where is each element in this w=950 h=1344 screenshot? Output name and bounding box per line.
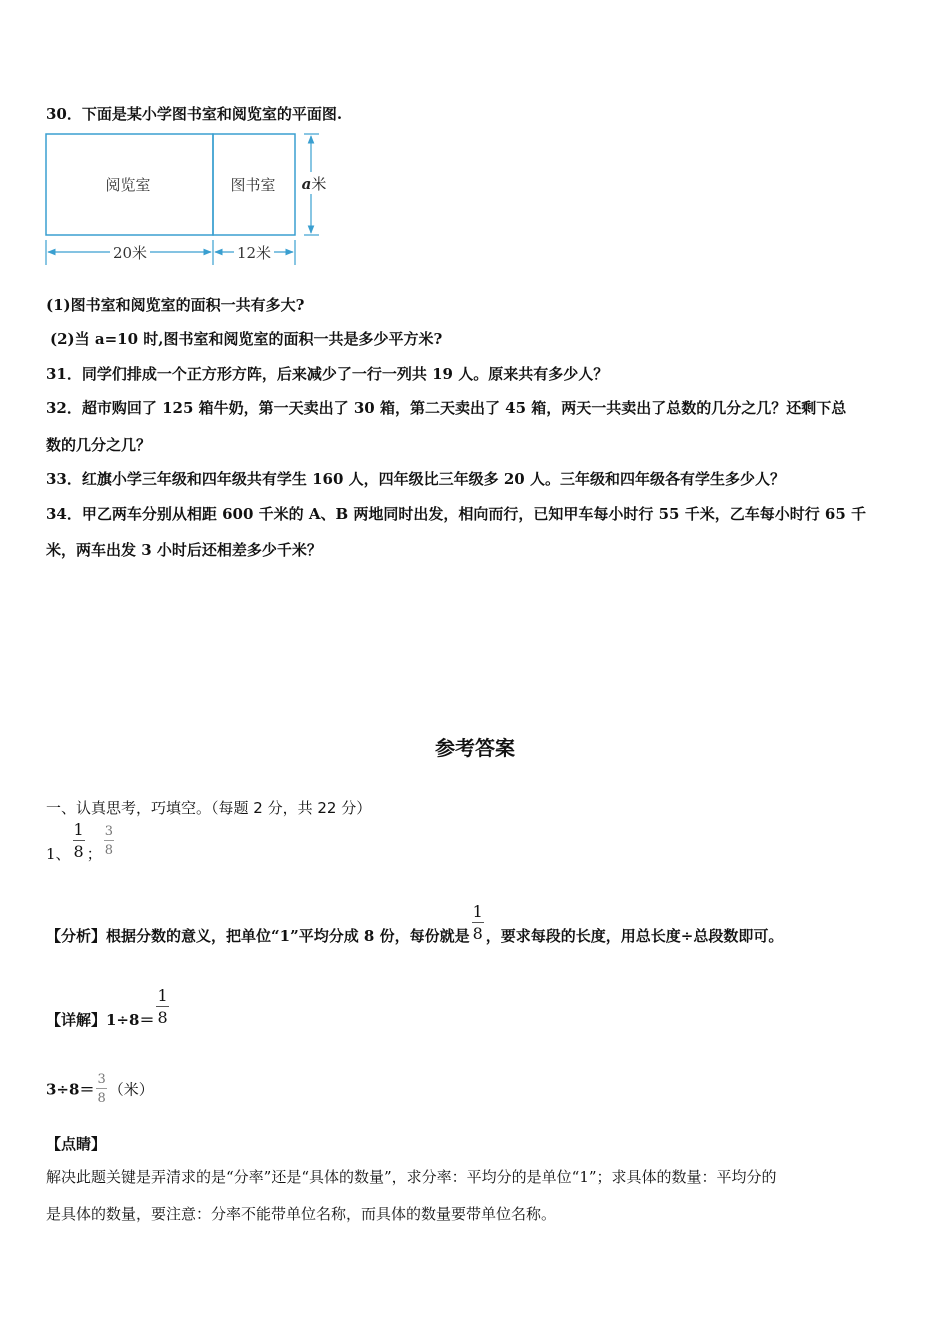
answer-section-1: 一、认真思考，巧填空。（每题 2 分，共 22 分） xyxy=(46,799,372,817)
answer-1-label: 1、 xyxy=(46,844,71,863)
question-34-line1: 34．甲乙两车分别从相距 600 千米的 A、B 两地同时出发，相向而行，已知甲车每小时行 55 千米，乙车每小时行 65 千 xyxy=(46,505,867,523)
fraction-3-8: $\frac{3}{8}$ xyxy=(104,824,114,858)
library-width-label: 12米 xyxy=(236,244,272,262)
detail-prefix: 【详解】1÷8＝ xyxy=(46,1010,155,1029)
analysis-suffix: ，要求每段的长度，用总长度÷总段数即可。 xyxy=(485,926,784,945)
analysis-line xyxy=(46,902,784,945)
fraction-1-8: $\frac{1}{8}$ xyxy=(73,820,84,861)
calc2-suffix: （米） xyxy=(108,1080,154,1099)
question-31: 31．同学们排成一个正方形方阵，后来减少了一行一列共 19 人。原来共有多少人？ xyxy=(46,365,609,383)
remark-line2: 是具体的数量，要注意：分率不能带单位名称，而具体的数量要带单位名称。 xyxy=(46,1205,557,1223)
floor-plan-diagram xyxy=(40,128,340,268)
fraction-1-8-analysis: $\frac{1}{8}$ xyxy=(472,902,483,943)
question-33: 33．红旗小学三年级和四年级共有学生 160 人，四年级比三年级多 20 人。三年级和四年级各有学生多少人？ xyxy=(46,470,785,488)
question-32-line2: 数的几分之几？ xyxy=(46,436,152,454)
question-32-line1: 32．超市购回了 125 箱牛奶，第一天卖出了 30 箱，第二天卖出了 45 箱，两天一共卖出了总数的几分之几？还剩下总 xyxy=(46,399,847,417)
calc-line-2 xyxy=(46,1073,154,1105)
reading-room-label: 阅览室 xyxy=(105,176,151,194)
library-label: 图书室 xyxy=(230,176,276,194)
reading-room-width-label: 20米 xyxy=(112,244,148,262)
answer-1-separator: ； xyxy=(86,844,102,863)
analysis-prefix: 【分析】根据分数的意义，把单位“1”平均分成 8 份，每份就是 xyxy=(46,926,470,945)
remark-label: 【点睛】 xyxy=(46,1135,107,1153)
answer-1 xyxy=(46,820,116,863)
answer-heading: 参考答案 xyxy=(435,736,515,760)
question-30-part2: (2)当 a=10 时,图书室和阅览室的面积一共是多少平方米? xyxy=(50,330,443,348)
fraction-3-8-calc: $\frac{3}{8}$ xyxy=(97,1072,106,1106)
question-34-line2: 米，两车出发 3 小时后还相差多少千米？ xyxy=(46,541,322,559)
detail-line xyxy=(46,986,171,1029)
height-label: a米 xyxy=(301,175,327,193)
remark-line1: 解决此题关键是弄清求的是“分率”还是“具体的数量”，求分率：平均分的是单位“1”；求具体的数量：平均分的 xyxy=(46,1168,777,1186)
fraction-1-8-detail: $\frac{1}{8}$ xyxy=(157,986,168,1027)
question-30: 30．下面是某小学图书室和阅览室的平面图. xyxy=(46,105,343,123)
calc2-prefix: 3÷8＝ xyxy=(46,1080,95,1099)
question-30-part1: (1)图书室和阅览室的面积一共有多大? xyxy=(46,296,305,314)
